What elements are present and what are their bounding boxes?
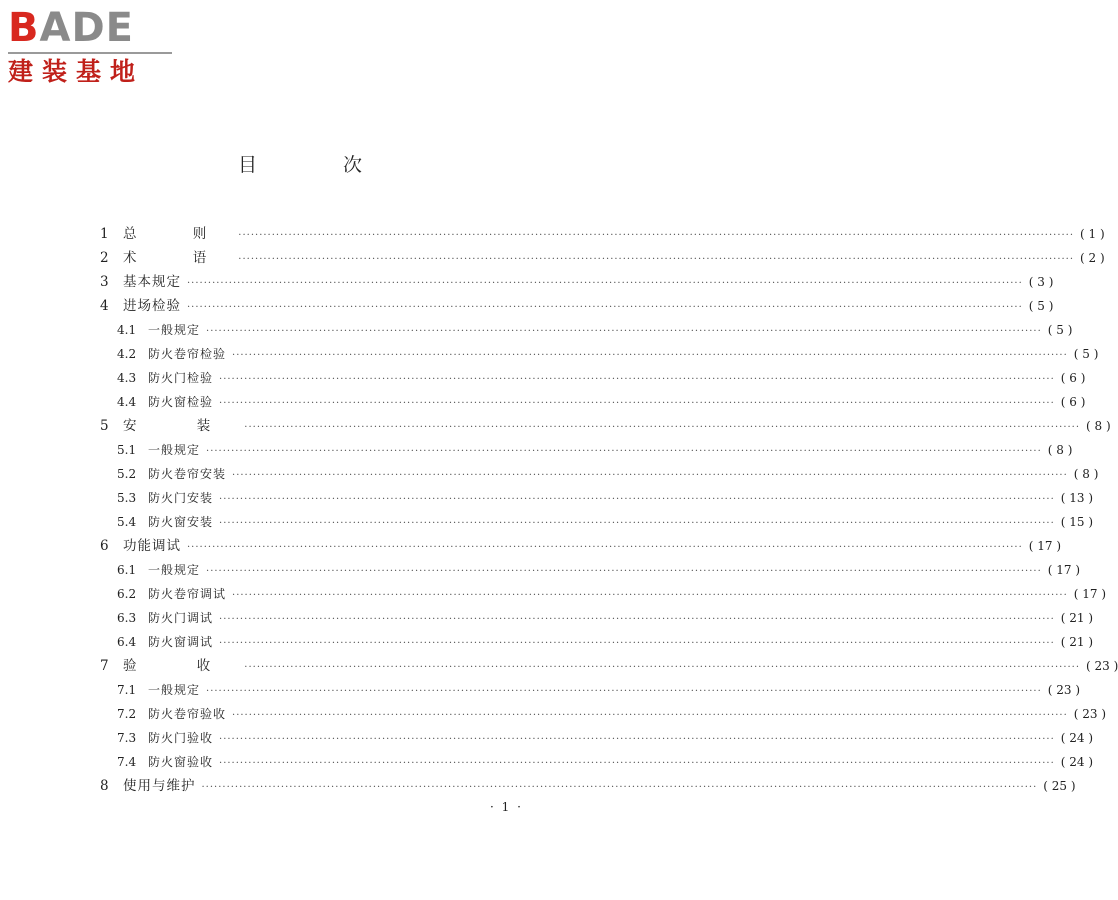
toc-entry[interactable]: [100, 726, 1094, 750]
toc-entry[interactable]: [100, 750, 1094, 774]
toc-entry[interactable]: [100, 414, 1111, 438]
toc-entry-label: 防火窗检验: [148, 395, 214, 409]
toc-leader-dots: ········································································································································································································: [219, 758, 1055, 769]
toc-entry[interactable]: [100, 294, 1054, 318]
toc-entry-number: 5.4: [117, 515, 137, 529]
toc-entry-label: 基本规定: [123, 274, 181, 290]
toc-entry-page: ( 6 ): [1060, 395, 1086, 409]
toc-entry[interactable]: [100, 510, 1094, 534]
toc-leader-dots: ········································································································································································································: [244, 422, 1081, 433]
toc-leader-dots: ········································································································································································································: [206, 566, 1042, 577]
toc-leader-dots: ········································································································································································································: [232, 470, 1068, 481]
toc-entry-label: 总 则: [123, 226, 233, 242]
toc-entry-label: 防火窗调试: [148, 635, 214, 649]
toc-entry[interactable]: [100, 270, 1054, 294]
toc-entry-number: 7.3: [117, 731, 137, 745]
toc-entry-label: 功能调试: [123, 538, 181, 554]
toc-entry-number: 7.4: [117, 755, 137, 769]
toc-entry-page: ( 24 ): [1060, 755, 1094, 769]
toc-leader-dots: ········································································································································································································: [201, 782, 1038, 793]
logo-divider: [8, 52, 172, 54]
toc-entry-number: 7.1: [117, 683, 137, 697]
toc-entry[interactable]: [100, 630, 1094, 654]
toc-entry[interactable]: [100, 606, 1094, 630]
toc-entry-page: ( 8 ): [1047, 443, 1073, 457]
toc-entry[interactable]: [100, 366, 1086, 390]
toc-entry-page: ( 25 ): [1043, 779, 1076, 793]
toc-entry-number: 6.4: [117, 635, 137, 649]
toc-leader-dots: ········································································································································································································: [206, 686, 1042, 697]
toc-entry[interactable]: [100, 774, 1076, 798]
toc-entry-page: ( 21 ): [1060, 635, 1094, 649]
toc-entry[interactable]: [100, 246, 1105, 270]
toc-leader-dots: ········································································································································································································: [244, 662, 1081, 673]
toc-leader-dots: ········································································································································································································: [238, 230, 1075, 241]
toc-entry[interactable]: [100, 318, 1073, 342]
toc-entry-number: 3: [100, 274, 109, 290]
toc-leader-dots: ········································································································································································································: [219, 734, 1055, 745]
toc-leader-dots: ········································································································································································································: [219, 614, 1055, 625]
toc-entry-page: ( 23 ): [1086, 659, 1118, 673]
toc-entry-label: 防火卷帘检验: [148, 347, 227, 361]
toc-leader-dots: ········································································································································································································: [219, 518, 1055, 529]
toc-entry-page: ( 8 ): [1086, 419, 1111, 433]
toc-entry-label: 防火卷帘安装: [148, 467, 227, 481]
toc-entry-label: 防火门调试: [148, 611, 214, 625]
toc-entry-page: ( 21 ): [1060, 611, 1094, 625]
toc-entry-number: 5: [100, 418, 109, 434]
toc-entry-number: 8: [100, 778, 109, 794]
toc-entry[interactable]: [100, 534, 1062, 558]
toc-entry-number: 5.1: [117, 443, 137, 457]
toc-entry-label: 术 语: [123, 250, 233, 266]
toc-entry-label: 进场检验: [123, 298, 181, 314]
toc-leader-dots: ········································································································································································································: [187, 278, 1023, 289]
toc-entry-label: 使用与维护: [123, 778, 196, 794]
toc-entry[interactable]: [100, 222, 1105, 246]
toc-entry[interactable]: [100, 654, 1118, 678]
toc-entry-page: ( 23 ): [1073, 707, 1107, 721]
toc-entry[interactable]: [100, 438, 1073, 462]
toc-entry-page: ( 13 ): [1060, 491, 1094, 505]
toc-entry-page: ( 5 ): [1028, 299, 1054, 313]
toc-entry-page: ( 3 ): [1028, 275, 1054, 289]
toc-entry-label: 一般规定: [148, 443, 201, 457]
toc-entry-page: ( 5 ): [1073, 347, 1099, 361]
table-of-contents: [100, 222, 1118, 798]
toc-leader-dots: ········································································································································································································: [206, 446, 1042, 457]
toc-leader-dots: ········································································································································································································: [232, 350, 1068, 361]
toc-entry-number: 2: [100, 250, 109, 266]
toc-leader-dots: ········································································································································································································: [238, 254, 1075, 265]
toc-entry[interactable]: [100, 342, 1099, 366]
toc-leader-dots: ········································································································································································································: [219, 398, 1055, 409]
toc-entry-label: 安 装: [123, 418, 239, 434]
logo-letter-b: B: [8, 5, 40, 51]
toc-entry-page: ( 5 ): [1047, 323, 1073, 337]
toc-entry-number: 4: [100, 298, 109, 314]
toc-title: 目 次: [237, 154, 403, 176]
toc-leader-dots: ········································································································································································································: [206, 326, 1042, 337]
toc-entry-page: ( 23 ): [1047, 683, 1081, 697]
toc-entry-number: 4.3: [117, 371, 137, 385]
toc-entry-page: ( 6 ): [1060, 371, 1086, 385]
toc-entry[interactable]: [100, 462, 1099, 486]
toc-entry-number: 4.4: [117, 395, 137, 409]
toc-entry-page: ( 17 ): [1047, 563, 1081, 577]
toc-entry[interactable]: [100, 486, 1094, 510]
toc-leader-dots: ········································································································································································································: [187, 302, 1023, 313]
toc-entry-number: 6.1: [117, 563, 137, 577]
toc-entry[interactable]: [100, 678, 1081, 702]
toc-entry-label: 防火门验收: [148, 731, 214, 745]
toc-entry-page: ( 1 ): [1080, 227, 1105, 241]
toc-entry[interactable]: [100, 702, 1107, 726]
toc-entry-label: 一般规定: [148, 683, 201, 697]
toc-entry-number: 6: [100, 538, 109, 554]
toc-entry-page: ( 8 ): [1073, 467, 1099, 481]
toc-leader-dots: ········································································································································································································: [219, 638, 1055, 649]
toc-entry-number: 6.2: [117, 587, 137, 601]
toc-leader-dots: ········································································································································································································: [187, 542, 1023, 553]
toc-entry-number: 5.3: [117, 491, 137, 505]
toc-entry-number: 7: [100, 658, 109, 674]
logo-subtitle: 建装基地: [8, 57, 145, 86]
toc-entry-page: ( 17 ): [1073, 587, 1107, 601]
toc-entry-number: 4.1: [117, 323, 137, 337]
toc-entry-number: 5.2: [117, 467, 137, 481]
toc-leader-dots: ········································································································································································································: [232, 710, 1068, 721]
toc-entry-label: 防火卷帘调试: [148, 587, 227, 601]
bade-logo: [8, 6, 178, 90]
toc-leader-dots: ········································································································································································································: [219, 494, 1055, 505]
toc-entry-number: 6.3: [117, 611, 137, 625]
toc-entry-page: ( 2 ): [1080, 251, 1105, 265]
toc-leader-dots: ········································································································································································································: [232, 590, 1068, 601]
page-number: · 1 ·: [490, 800, 523, 814]
toc-leader-dots: ········································································································································································································: [219, 374, 1055, 385]
toc-entry-page: ( 24 ): [1060, 731, 1094, 745]
toc-entry-page: ( 15 ): [1060, 515, 1094, 529]
toc-entry-number: 7.2: [117, 707, 137, 721]
toc-entry-label: 防火门检验: [148, 371, 214, 385]
toc-entry-label: 验 收: [123, 658, 239, 674]
toc-entry-label: 防火窗验收: [148, 755, 214, 769]
toc-entry-label: 一般规定: [148, 323, 201, 337]
toc-entry-label: 防火窗安装: [148, 515, 214, 529]
toc-entry-page: ( 17 ): [1028, 539, 1062, 553]
toc-entry-number: 4.2: [117, 347, 137, 361]
toc-entry[interactable]: [100, 390, 1086, 414]
logo-wordmark: [8, 6, 178, 50]
toc-entry-label: 防火门安装: [148, 491, 214, 505]
logo-letters-ade: ADE: [39, 5, 134, 51]
toc-entry[interactable]: [100, 582, 1107, 606]
toc-entry-label: 防火卷帘验收: [148, 707, 227, 721]
toc-entry-number: 1: [100, 226, 109, 242]
toc-entry-label: 一般规定: [148, 563, 201, 577]
toc-entry[interactable]: [100, 558, 1081, 582]
